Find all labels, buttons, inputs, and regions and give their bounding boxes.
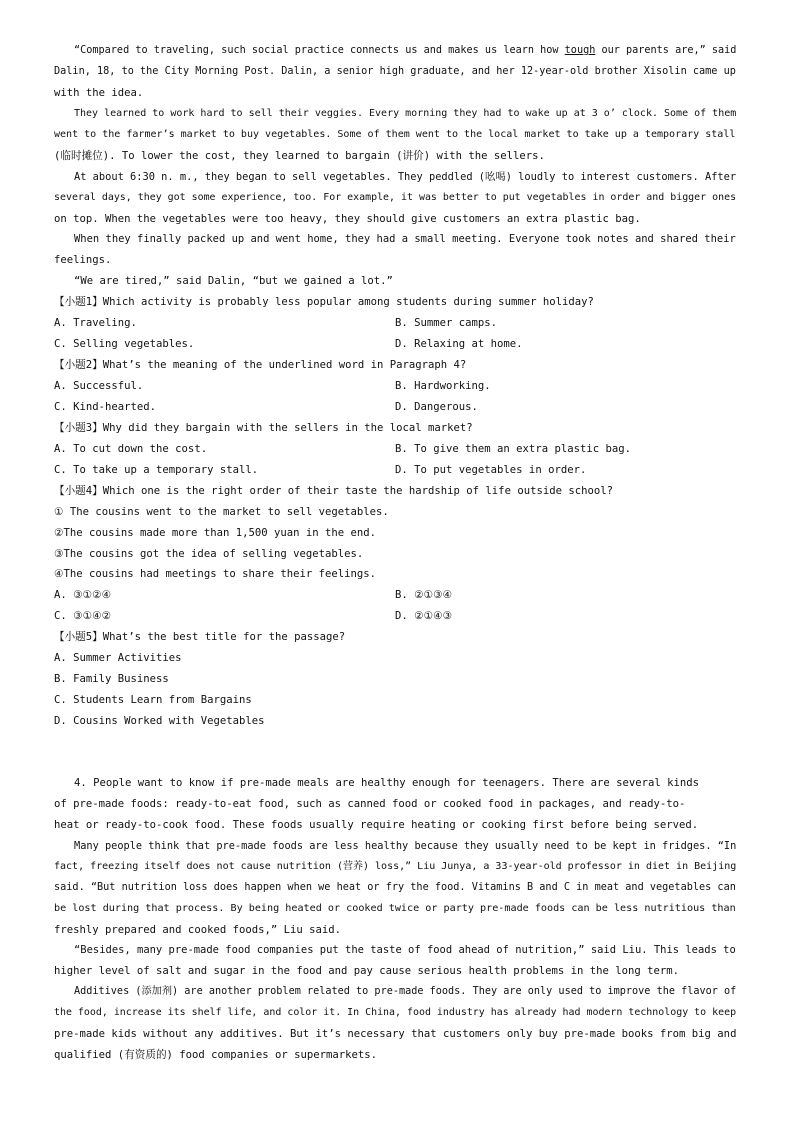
paragraph-line: fact, freezing itself does not cause nutrition (营养) loss,” Liu Junya, a 33-year-old professor in diet in Beijing xyxy=(54,860,737,872)
passage-2 xyxy=(54,773,740,1066)
option-c: C. To take up a temporary stall. xyxy=(54,463,259,476)
paragraph-line: went to the farmer’s market to buy vegetables. Some of them went to the local market to take up a temporary stall xyxy=(54,128,736,140)
section-gap xyxy=(54,732,740,773)
paragraph-line: higher level of salt and sugar in the food and pay cause serious health problems in the long term. xyxy=(54,965,680,978)
paragraph-line: heat or ready-to-cook food. These foods usually require heating or cooking first before being served. xyxy=(54,818,699,831)
paragraph-line: feelings. xyxy=(54,254,112,267)
paragraph-line: Additives (添加剂) are another problem related to pre-made foods. They are only used to improve the flavor of xyxy=(74,986,737,998)
option-d: D. ②①④③ xyxy=(395,610,453,623)
paragraph-line: with the idea. xyxy=(54,86,144,99)
option-b: B. Summer camps. xyxy=(395,317,498,330)
question-1: 【小题1】Which activity is probably less popular among students during summer holiday? xyxy=(54,296,594,309)
option-b: B. Family Business xyxy=(54,673,169,686)
paragraph-line: Many people think that pre-made foods are less healthy because they usually need to be kept in fridges. “In xyxy=(74,839,737,852)
option-a: A. Traveling. xyxy=(54,317,137,330)
paragraph-line: (临时摊位). To lower the cost, they learned to bargain (讲价) with the sellers. xyxy=(54,149,545,162)
option-c: C. Students Learn from Bargains xyxy=(54,694,252,707)
option-c: C. ③①④② xyxy=(54,610,112,623)
paragraph-line xyxy=(54,41,740,62)
question-3: 【小题3】Why did they bargain with the sellers in the local market? xyxy=(54,421,473,434)
option-d: D. Cousins Worked with Vegetables xyxy=(54,715,265,727)
paragraph-line: “We are tired,” said Dalin, “but we gained a lot.” xyxy=(74,275,393,288)
paragraph-line: Dalin, 18, to the City Morning Post. Dalin, a senior high graduate, and her 12-year-old brother Xisolin came up xyxy=(54,65,736,77)
option-d: D. Dangerous. xyxy=(395,400,478,413)
paragraph-line: several days, they got some experience, too. For example, it was better to put vegetables in order and bigger ones xyxy=(54,191,737,203)
option-row xyxy=(54,585,740,606)
option-a: A. Successful. xyxy=(54,380,144,392)
paragraph-line: When they finally packed up and went home, they had a small meeting. Everyone took notes and shared their xyxy=(74,233,736,246)
option-row xyxy=(54,397,740,418)
statement-2: ②The cousins made more than 1,500 yuan in the end. xyxy=(54,526,377,539)
paragraph-line: They learned to work hard to sell their veggies. Every morning they had to wake up at 3 o’ clock. Some of them xyxy=(74,107,737,119)
paragraph-line: 4. People want to know if pre-made meals are healthy enough for teenagers. There are several kinds xyxy=(74,776,700,789)
text-run: “Compared to traveling, such social practice connects us and makes us learn how xyxy=(74,45,565,56)
underlined-word: tough xyxy=(564,45,596,56)
passage-1 xyxy=(54,41,740,292)
option-d: D. Relaxing at home. xyxy=(395,338,523,351)
option-row xyxy=(54,376,740,397)
option-a: A. To cut down the cost. xyxy=(54,442,208,455)
option-b: B. To give them an extra plastic bag. xyxy=(395,442,631,455)
paragraph-line: the food, increase its shelf life, and color it. In China, food industry has already had modern technology to keep xyxy=(54,1007,737,1019)
paragraph-line: pre-made kids without any additives. But it’s necessary that customers only buy pre-made books from big and xyxy=(54,1028,737,1041)
option-b: B. Hardworking. xyxy=(395,380,491,392)
document-page xyxy=(54,41,740,1066)
question-5: 【小题5】What’s the best title for the passage? xyxy=(54,631,346,644)
option-row xyxy=(54,334,740,355)
paragraph-line: be lost during that process. By being heated or cooked twice or party pre-made foods can be less nutritious than xyxy=(54,902,736,914)
statement-1: ① The cousins went to the market to sell vegetables. xyxy=(54,505,389,518)
paragraph-line: At about 6:30 n. m., they began to sell vegetables. They peddled (吆喝) loudly to interest customers. After xyxy=(74,170,737,183)
paragraph-line: “Besides, many pre-made food companies put the taste of food ahead of nutrition,” said Liu. This leads to xyxy=(74,944,736,957)
paragraph-line: said. “But nutrition loss does happen when we heat or fry the food. Vitamins B and C in meat and vegetables can xyxy=(54,881,736,893)
option-row xyxy=(54,460,740,481)
paragraph-line: of pre-made foods: ready-to-eat food, such as canned food or cooked food in packages, and ready-to- xyxy=(54,797,686,810)
statement-4: ④The cousins had meetings to share their feelings. xyxy=(54,568,377,581)
paragraph-line: qualified (有资质的) food companies or supermarkets. xyxy=(54,1049,378,1062)
option-row xyxy=(54,313,740,334)
option-row xyxy=(54,439,740,460)
option-row xyxy=(54,606,740,627)
question-4: 【小题4】Which one is the right order of their taste the hardship of life outside school? xyxy=(54,484,613,497)
option-a: A. Summer Activities xyxy=(54,652,182,665)
option-d: D. To put vegetables in order. xyxy=(395,463,587,476)
statement-3: ③The cousins got the idea of selling vegetables. xyxy=(54,547,364,560)
option-a: A. ③①②④ xyxy=(54,589,112,602)
question-2: 【小题2】What’s the meaning of the underlined word in Paragraph 4? xyxy=(54,359,467,372)
paragraph-line: freshly prepared and cooked foods,” Liu said. xyxy=(54,923,342,936)
option-b: B. ②①③④ xyxy=(395,589,453,602)
option-c: C. Selling vegetables. xyxy=(54,338,195,351)
option-c: C. Kind-hearted. xyxy=(54,400,157,413)
text-run: our parents are,” said xyxy=(595,45,737,56)
paragraph-line: on top. When the vegetables were too heavy, they should give customers an extra plastic bag. xyxy=(54,212,641,225)
questions xyxy=(54,292,740,732)
